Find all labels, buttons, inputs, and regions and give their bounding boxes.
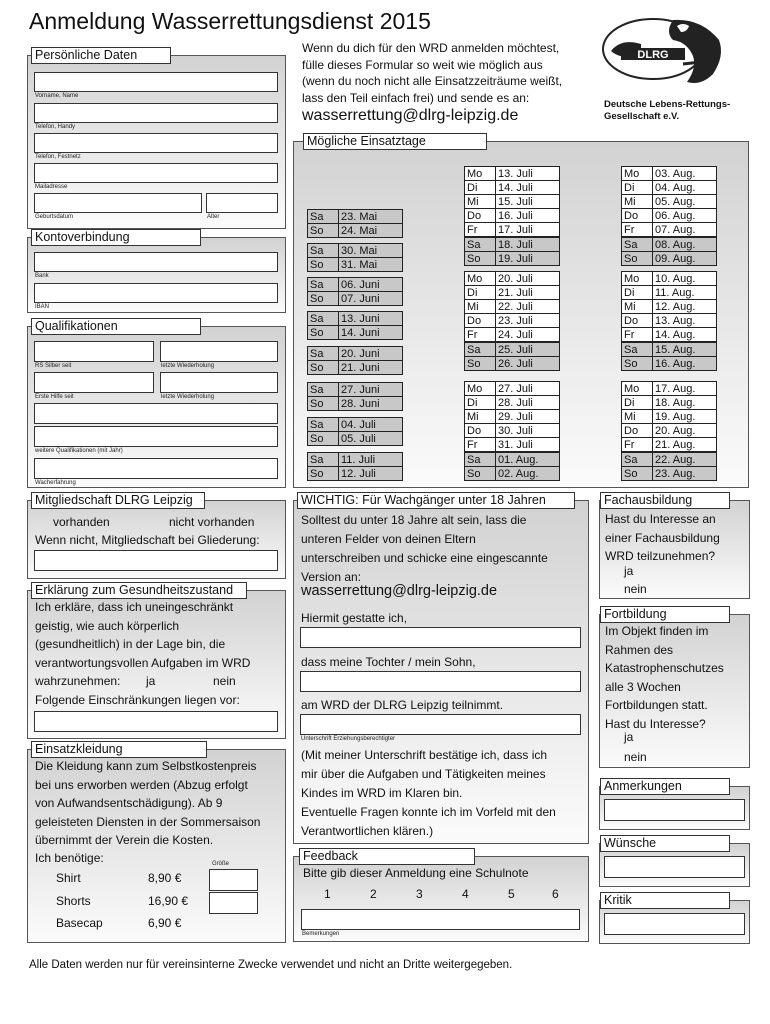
weekday-cell: Sa <box>465 453 496 467</box>
weekday-cell: Sa <box>308 418 339 432</box>
weekday-cell: So <box>308 326 339 340</box>
date-row[interactable] <box>308 432 403 446</box>
page-title: Anmeldung Wasserrettungsdienst 2015 <box>29 8 431 34</box>
date-row[interactable] <box>622 272 717 286</box>
weekday-cell: Sa <box>308 210 339 224</box>
date-row[interactable] <box>622 453 717 467</box>
weekday-cell: Di <box>622 181 653 195</box>
feedback-heading: Feedback <box>299 848 475 865</box>
date-cell: 21. Aug. <box>653 438 717 452</box>
dates-heading: Mögliche Einsatztage <box>303 133 487 150</box>
date-row[interactable] <box>622 314 717 328</box>
weekend-dates-table <box>464 452 560 481</box>
other-quals-field-1[interactable] <box>34 403 278 424</box>
date-cell: 19. Aug. <box>653 410 717 424</box>
notes-field[interactable] <box>604 799 745 821</box>
weekday-cell: So <box>622 357 653 371</box>
grade-2[interactable]: 2 <box>370 887 377 901</box>
date-row[interactable] <box>622 252 717 266</box>
minors-heading: WICHTIG: Für Wachgänger unter 18 Jahren <box>297 492 575 509</box>
membership-heading: Mitgliedschaft DLRG Leipzig <box>31 492 205 509</box>
restrictions-field[interactable] <box>34 711 278 732</box>
weekday-cell: Fr <box>465 223 496 237</box>
date-cell: 28. Juni <box>339 397 403 411</box>
rs-repeat-caption: letzte Wiederholung <box>161 363 215 369</box>
date-cell: 02. Aug. <box>496 467 560 481</box>
weekday-cell: Mi <box>622 410 653 424</box>
training-text: Hast du Interesse an einer Fachausbildung WRD teilzunehmen? <box>605 512 720 563</box>
weekday-cell: Sa <box>308 244 339 258</box>
date-cell: 14. Aug. <box>653 328 717 342</box>
weekday-cell: Do <box>622 209 653 223</box>
membership-question: Wenn nicht, Mitgliedschaft bei Gliederung: <box>35 533 260 547</box>
remarks-field[interactable] <box>301 909 580 930</box>
weekday-cell: So <box>308 361 339 375</box>
date-cell: 22. Aug. <box>653 453 717 467</box>
weekend-dates-table <box>307 311 403 340</box>
weekend-dates-table <box>307 277 403 306</box>
weekday-cell: Sa <box>465 238 496 252</box>
wishes-field[interactable] <box>604 856 745 878</box>
date-row[interactable] <box>465 300 560 314</box>
date-cell: 26. Juli <box>496 357 560 371</box>
name-field[interactable] <box>34 72 278 92</box>
clothing-text: Die Kleidung kann zum Selbstkostenpreis bei uns erworben werden (Abzug erfolgt von Aufwandsentschädigung). Ab 9 geleisteten Diensten in der Sommersaison übernimmt der Verein die Kosten. <box>35 759 261 847</box>
name-caption: Vorname, Name <box>35 93 79 99</box>
age-field[interactable] <box>206 193 278 213</box>
date-cell: 14. Juli <box>496 181 560 195</box>
account-heading: Kontoverbindung <box>31 229 201 246</box>
date-row[interactable] <box>622 328 717 342</box>
experience-field[interactable] <box>34 458 278 479</box>
weekday-cell: So <box>308 258 339 272</box>
size-caption: Größe <box>212 861 230 867</box>
personal-heading: Persönliche Daten <box>31 47 171 64</box>
date-cell: 28. Juli <box>496 396 560 410</box>
birthdate-field[interactable] <box>34 193 202 213</box>
weekday-cell: Di <box>465 396 496 410</box>
date-row[interactable] <box>622 343 717 357</box>
date-cell: 18. Aug. <box>653 396 717 410</box>
date-row[interactable] <box>622 424 717 438</box>
clothing-need-label: Ich benötige: <box>35 851 104 865</box>
rs-silver-caption: RS Silber seit <box>35 363 72 369</box>
date-row[interactable] <box>465 453 560 467</box>
intro-email: wasserrettung@dlrg-leipzig.de <box>302 107 519 124</box>
weekday-cell: So <box>308 432 339 446</box>
date-cell: 13. Juli <box>496 167 560 181</box>
age-caption: Alter <box>207 214 220 220</box>
weekday-cell: So <box>308 292 339 306</box>
date-row[interactable] <box>465 252 560 266</box>
date-row[interactable] <box>308 347 403 361</box>
weekday-cell: Mi <box>622 300 653 314</box>
weekday-cell: So <box>622 252 653 266</box>
weekday-cell: Mi <box>622 195 653 209</box>
date-cell: 23. Mai <box>339 210 403 224</box>
weekday-cell: Sa <box>465 343 496 357</box>
date-row[interactable] <box>465 181 560 195</box>
weekend-dates-table <box>621 237 717 266</box>
date-row[interactable] <box>308 210 403 224</box>
date-row[interactable] <box>622 396 717 410</box>
membership-option-yes[interactable]: vorhanden <box>53 515 110 529</box>
shirt-price: 8,90 € <box>148 871 182 885</box>
date-cell: 22. Juli <box>496 300 560 314</box>
weekend-dates-table <box>307 452 403 481</box>
weekend-dates-table <box>464 237 560 266</box>
weekday-cell: Fr <box>465 438 496 452</box>
weekday-cell: Mo <box>465 382 496 396</box>
date-cell: 04. Aug. <box>653 181 717 195</box>
date-row[interactable] <box>308 224 403 238</box>
notes-heading: Anmerkungen <box>600 778 730 795</box>
first-aid-repeat-caption: letzte Wiederholung <box>161 394 215 400</box>
shorts-label: Shorts <box>56 894 91 908</box>
date-row[interactable] <box>465 286 560 300</box>
date-row[interactable] <box>622 382 717 396</box>
health-heading: Erklärung zum Gesundheitszustand <box>31 582 247 599</box>
date-row[interactable] <box>622 286 717 300</box>
date-cell: 12. Juli <box>339 467 403 481</box>
parent-name-field[interactable] <box>300 627 581 648</box>
date-cell: 24. Mai <box>339 224 403 238</box>
weekday-cell: Mo <box>622 272 653 286</box>
date-row[interactable] <box>308 278 403 292</box>
date-row[interactable] <box>465 396 560 410</box>
confirmation-text: (Mit meiner Unterschrift bestätige ich, dass ich mir über die Aufgaben und Tätigkeiten meines Kindes im WRD im Klaren bin. Eventuelle Fragen konnte ich im Vorfeld mit den Verantwortlichen klären.) <box>301 748 556 838</box>
criticism-heading: Kritik <box>600 892 730 909</box>
date-row[interactable] <box>465 343 560 357</box>
date-row[interactable] <box>465 410 560 424</box>
other-quals-field-2[interactable] <box>34 426 278 447</box>
date-cell: 20. Juli <box>496 272 560 286</box>
weekday-cell: So <box>465 357 496 371</box>
weekday-dates-table <box>464 271 560 342</box>
email-field[interactable] <box>34 163 278 183</box>
minors-text: Solltest du unter 18 Jahre alt sein, lass die unteren Felder von deinen Eltern unterschreiben und schicke eine eingescannte Version an: <box>301 513 548 584</box>
weekday-dates-table <box>464 166 560 237</box>
date-row[interactable] <box>308 383 403 397</box>
restrictions-label: Folgende Einschränkungen liegen vor: <box>35 693 240 707</box>
date-row[interactable] <box>308 312 403 326</box>
date-cell: 24. Juli <box>496 328 560 342</box>
mobile-caption: Telefon, Handy <box>35 124 76 130</box>
first-aid-field[interactable] <box>34 372 154 393</box>
weekday-cell: Do <box>465 424 496 438</box>
weekday-cell: Di <box>622 396 653 410</box>
branch-field[interactable] <box>34 550 278 571</box>
weekday-cell: So <box>308 224 339 238</box>
weekday-cell: Mi <box>465 300 496 314</box>
health-option-yes[interactable]: ja <box>146 674 156 688</box>
weekday-cell: Mo <box>465 272 496 286</box>
date-cell: 11. Aug. <box>653 286 717 300</box>
signature-field[interactable] <box>300 714 581 735</box>
membership-option-no[interactable]: nicht vorhanden <box>169 515 255 529</box>
date-row[interactable] <box>622 195 717 209</box>
date-cell: 15. Juli <box>496 195 560 209</box>
date-cell: 07. Aug. <box>653 223 717 237</box>
remarks-caption: Bemerkungen <box>302 931 340 937</box>
date-cell: 06. Aug. <box>653 209 717 223</box>
iban-caption: IBAN <box>35 304 50 310</box>
date-row[interactable] <box>622 300 717 314</box>
date-row[interactable] <box>465 238 560 252</box>
date-cell: 15. Aug. <box>653 343 717 357</box>
shorts-price: 16,90 € <box>148 894 189 908</box>
date-row[interactable] <box>465 223 560 237</box>
date-row[interactable] <box>465 357 560 371</box>
mobile-field[interactable] <box>34 103 278 123</box>
date-row[interactable] <box>465 167 560 181</box>
date-cell: 18. Juli <box>496 238 560 252</box>
other-quals-caption: weitere Qualifikationen (mit Jahr) <box>35 448 123 454</box>
date-row[interactable] <box>308 326 403 340</box>
date-row[interactable] <box>465 195 560 209</box>
date-cell: 05. Aug. <box>653 195 717 209</box>
weekend-dates-table <box>307 243 403 272</box>
criticism-field[interactable] <box>604 913 745 935</box>
weekday-cell: Di <box>465 286 496 300</box>
birthdate-caption: Geburtsdatum <box>35 214 74 220</box>
weekday-cell: Sa <box>308 453 339 467</box>
date-cell: 27. Juni <box>339 383 403 397</box>
date-row[interactable] <box>622 181 717 195</box>
weekday-dates-table <box>621 381 717 452</box>
email-caption: Mailadresse <box>35 184 68 190</box>
basecap-label: Basecap <box>56 916 103 930</box>
footer-note: Alle Daten werden nur für vereinsinterne Zwecke verwendet und nicht an Dritte weitergegeben. <box>29 959 513 971</box>
weekday-cell: Fr <box>622 223 653 237</box>
date-cell: 19. Juli <box>496 252 560 266</box>
weekday-cell: So <box>465 252 496 266</box>
weekday-cell: Do <box>622 314 653 328</box>
date-row[interactable] <box>622 167 717 181</box>
continuing-ed-option-yes[interactable]: ja <box>624 730 634 744</box>
date-cell: 31. Mai <box>339 258 403 272</box>
weekday-cell: So <box>465 467 496 481</box>
weekend-dates-table <box>621 452 717 481</box>
date-cell: 13. Juni <box>339 312 403 326</box>
weekday-cell: So <box>622 467 653 481</box>
date-row[interactable] <box>465 382 560 396</box>
date-row[interactable] <box>308 467 403 481</box>
weekday-cell: Mo <box>622 167 653 181</box>
weekday-dates-table <box>621 271 717 342</box>
weekday-cell: Di <box>622 286 653 300</box>
weekend-dates-table <box>307 209 403 238</box>
health-text: Ich erkläre, dass ich uneingeschränkt geistig, wie auch körperlich (gesundheitlich) in der Lage bin, die verantwortungsvollen Aufgaben im WRD wahrzunehmen: <box>35 600 251 688</box>
date-cell: 01. Aug. <box>496 453 560 467</box>
weekday-cell: Sa <box>622 238 653 252</box>
training-option-no[interactable]: nein <box>624 582 647 596</box>
date-row[interactable] <box>622 467 717 481</box>
rs-repeat-field[interactable] <box>160 341 278 362</box>
date-cell: 21. Juli <box>496 286 560 300</box>
weekday-dates-table <box>464 381 560 452</box>
weekday-cell: Sa <box>622 453 653 467</box>
grade-4[interactable]: 4 <box>462 887 469 901</box>
date-cell: 23. Aug. <box>653 467 717 481</box>
weekday-cell: So <box>308 397 339 411</box>
date-row[interactable] <box>308 418 403 432</box>
weekday-dates-table <box>621 166 717 237</box>
weekday-cell: So <box>308 467 339 481</box>
weekday-cell: Fr <box>622 438 653 452</box>
weekday-cell: Fr <box>465 328 496 342</box>
weekend-dates-table <box>621 342 717 371</box>
date-row[interactable] <box>465 314 560 328</box>
date-cell: 07. Juni <box>339 292 403 306</box>
rs-silver-field[interactable] <box>34 341 154 362</box>
landline-caption: Telefon, Festnetz <box>35 154 81 160</box>
grade-1[interactable]: 1 <box>324 887 331 901</box>
date-cell: 21. Juni <box>339 361 403 375</box>
date-cell: 12. Aug. <box>653 300 717 314</box>
date-cell: 30. Juli <box>496 424 560 438</box>
continuing-ed-option-no[interactable]: nein <box>624 750 647 764</box>
date-cell: 16. Juli <box>496 209 560 223</box>
clothing-heading: Einsatzkleidung <box>31 741 207 758</box>
weekday-cell: Sa <box>308 347 339 361</box>
date-row[interactable] <box>465 272 560 286</box>
intro-text: Wenn du dich für den WRD anmelden möchtest, fülle dieses Formular so weit wie möglich aus (wenn du noch nicht alle Einsatzzeiträume weißt, lass den Teil einfach frei) und sende es an: <box>302 41 563 105</box>
date-cell: 23. Juli <box>496 314 560 328</box>
date-cell: 17. Juli <box>496 223 560 237</box>
date-row[interactable] <box>308 292 403 306</box>
weekday-cell: Sa <box>622 343 653 357</box>
continuing-ed-heading: Fortbildung <box>600 606 730 623</box>
date-row[interactable] <box>622 357 717 371</box>
weekday-cell: Sa <box>308 278 339 292</box>
date-cell: 16. Aug. <box>653 357 717 371</box>
logo-org-name: Deutsche Lebens-Rettungs- Gesellschaft e.V. <box>604 99 731 122</box>
child-label: dass meine Tochter / mein Sohn, <box>301 655 476 669</box>
date-row[interactable] <box>465 424 560 438</box>
dlrg-logo <box>601 16 729 96</box>
date-cell: 20. Aug. <box>653 424 717 438</box>
grade-5[interactable]: 5 <box>508 887 515 901</box>
weekend-dates-table <box>307 417 403 446</box>
date-row[interactable] <box>308 244 403 258</box>
date-row[interactable] <box>622 238 717 252</box>
dlrg-logo-icon <box>601 16 729 96</box>
shorts-size-field[interactable] <box>209 892 258 914</box>
date-cell: 27. Juli <box>496 382 560 396</box>
date-row[interactable] <box>308 397 403 411</box>
child-name-field[interactable] <box>300 671 581 692</box>
date-cell: 09. Aug. <box>653 252 717 266</box>
weekend-dates-table <box>307 346 403 375</box>
weekday-cell: Mi <box>465 195 496 209</box>
shirt-size-field[interactable] <box>209 869 258 891</box>
date-row[interactable] <box>308 453 403 467</box>
date-cell: 25. Juli <box>496 343 560 357</box>
bank-field[interactable] <box>34 252 278 272</box>
qualifications-heading: Qualifikationen <box>31 318 201 335</box>
weekday-cell: Di <box>465 181 496 195</box>
first-aid-caption: Erste Hilfe seit <box>35 394 74 400</box>
date-cell: 17. Aug. <box>653 382 717 396</box>
weekday-cell: Do <box>622 424 653 438</box>
weekday-cell: Do <box>465 314 496 328</box>
weekday-cell: Mo <box>465 167 496 181</box>
training-option-yes[interactable]: ja <box>624 564 634 578</box>
date-row[interactable] <box>465 467 560 481</box>
date-row[interactable] <box>308 361 403 375</box>
date-row[interactable] <box>465 328 560 342</box>
date-row[interactable] <box>622 209 717 223</box>
date-row[interactable] <box>465 209 560 223</box>
first-aid-repeat-field[interactable] <box>160 372 278 393</box>
date-row[interactable] <box>308 258 403 272</box>
weekday-cell: Do <box>465 209 496 223</box>
experience-caption: Wacherfahrung <box>35 480 76 486</box>
date-cell: 05. Juli <box>339 432 403 446</box>
grade-6[interactable]: 6 <box>552 887 559 901</box>
continuing-ed-text: Im Objekt finden im Rahmen des Katastrophenschutzes alle 3 Wochen Fortbildungen statt. Hast du Interesse? <box>605 624 724 731</box>
grade-3[interactable]: 3 <box>416 887 423 901</box>
health-option-no[interactable]: nein <box>213 674 236 688</box>
date-cell: 08. Aug. <box>653 238 717 252</box>
landline-field[interactable] <box>34 133 278 153</box>
date-row[interactable] <box>622 223 717 237</box>
weekend-dates-table <box>464 342 560 371</box>
date-row[interactable] <box>622 438 717 452</box>
date-row[interactable] <box>465 438 560 452</box>
signature-caption: Unterschrift Erziehungsberechtigter <box>301 736 396 742</box>
weekday-cell: Sa <box>308 383 339 397</box>
date-cell: 03. Aug. <box>653 167 717 181</box>
weekend-dates-table <box>307 382 403 411</box>
date-cell: 30. Mai <box>339 244 403 258</box>
weekday-cell: Mo <box>622 382 653 396</box>
bank-caption: Bank <box>35 273 49 279</box>
weekday-cell: Sa <box>308 312 339 326</box>
date-cell: 06. Juni <box>339 278 403 292</box>
date-cell: 13. Aug. <box>653 314 717 328</box>
feedback-question: Bitte gib dieser Anmeldung eine Schulnote <box>303 866 529 880</box>
date-row[interactable] <box>622 410 717 424</box>
svg-text:DLRG: DLRG <box>637 49 669 61</box>
date-cell: 11. Juli <box>339 453 403 467</box>
date-cell: 14. Juni <box>339 326 403 340</box>
weekday-cell: Mi <box>465 410 496 424</box>
participates-label: am WRD der DLRG Leipzig teilnimmt. <box>301 698 504 712</box>
date-cell: 29. Juli <box>496 410 560 424</box>
iban-field[interactable] <box>34 283 278 303</box>
date-cell: 10. Aug. <box>653 272 717 286</box>
date-cell: 31. Juli <box>496 438 560 452</box>
shirt-label: Shirt <box>56 871 81 885</box>
date-cell: 04. Juli <box>339 418 403 432</box>
training-heading: Fachausbildung <box>600 492 730 509</box>
basecap-price: 6,90 € <box>148 916 182 930</box>
minors-email: wasserrettung@dlrg-leipzig.de <box>301 583 498 599</box>
wishes-heading: Wünsche <box>600 835 730 852</box>
date-cell: 20. Juni <box>339 347 403 361</box>
weekday-cell: Fr <box>622 328 653 342</box>
permit-label: Hiermit gestatte ich, <box>301 611 408 625</box>
